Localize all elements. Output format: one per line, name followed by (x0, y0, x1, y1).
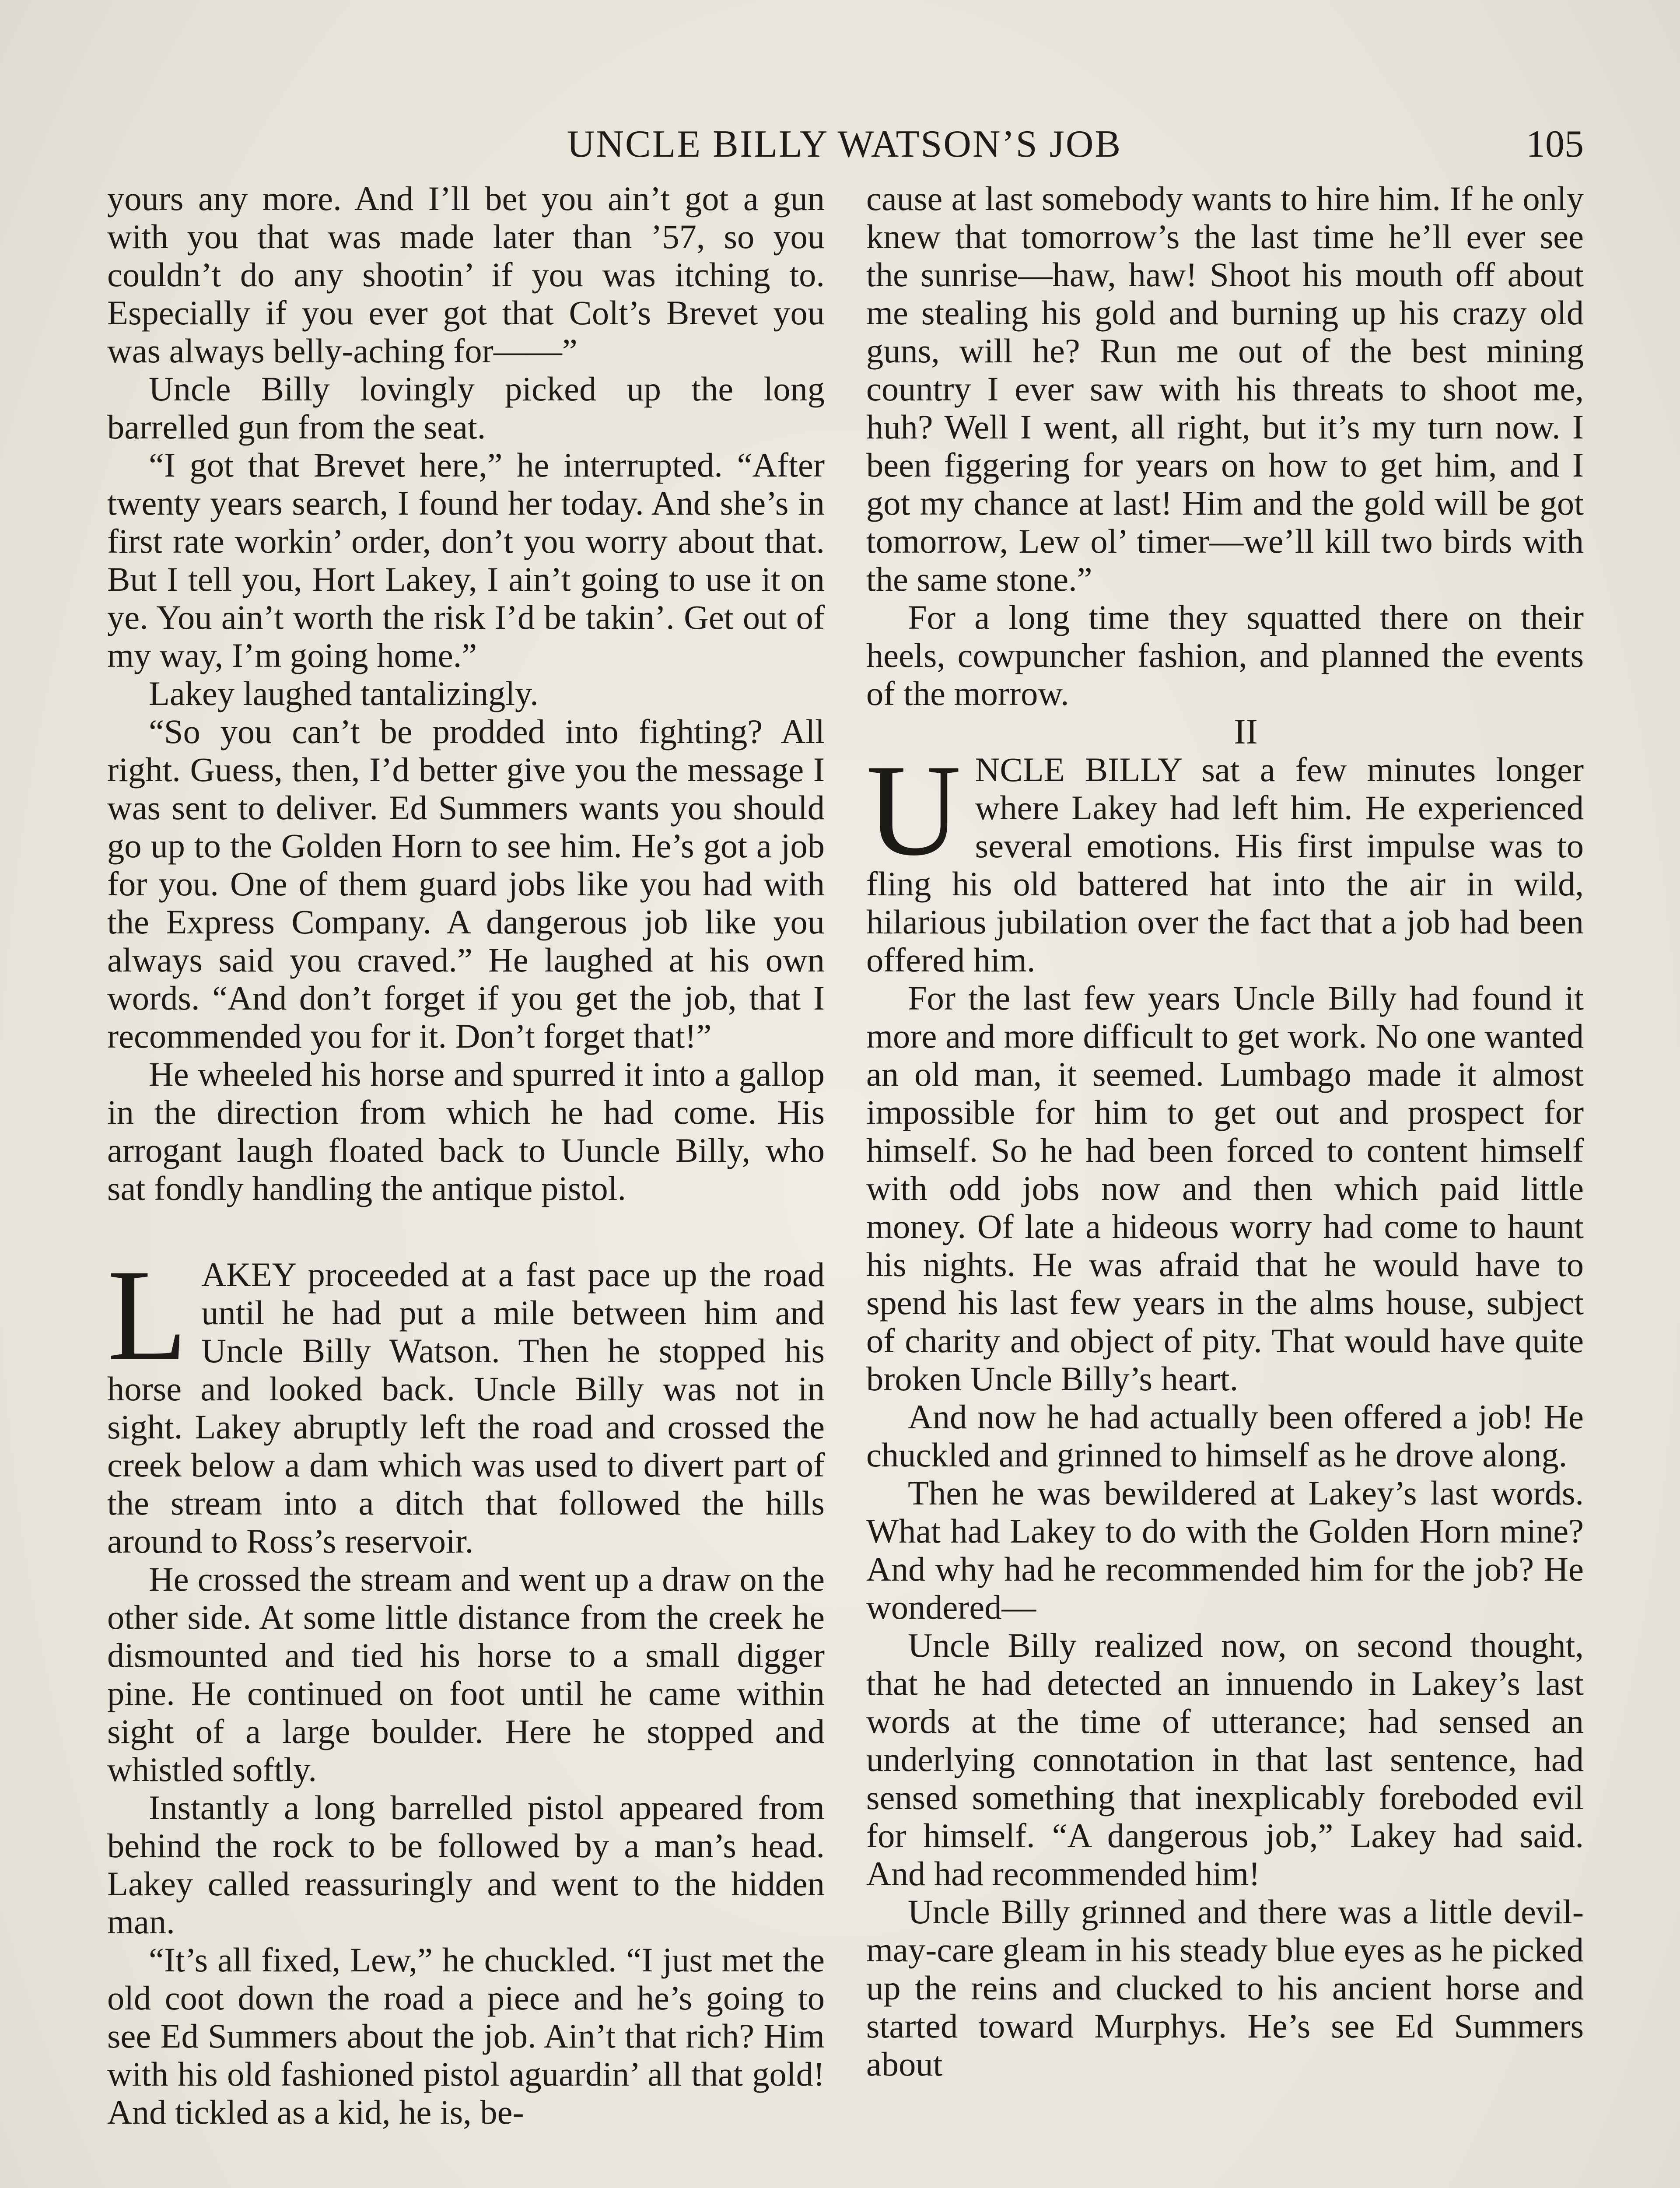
running-header (105, 118, 1584, 171)
drop-cap-l: L (107, 1242, 188, 1388)
section-number: II (1234, 712, 1258, 751)
paragraph: He wheeled his horse and spurred it into a gallop in the direction from which he had come. His arrogant laugh floated back to Uuncle Billy, who sat fondly handling the antique pistol. (107, 1055, 825, 1207)
paragraph: cause at last somebody wants to hire him. If he only knew that tomorrow’s the last time he’ll ever see the sunrise—haw, haw! Shoot his mouth off about me stealing his gold and burning up his crazy old guns, will he? Run me out of the best mining country I ever saw with his threats to shoot me, huh? Well I went, all right, but it’s my turn now. I been figgering for years on how to get him, and I got my chance at last! Him and the gold will be got tomorrow, Lew ol’ timer—we’ll kill two birds with the same stone.” (866, 179, 1584, 598)
paragraph: Instantly a long barrelled pistol appeared from behind the rock to be followed by a man’s head. Lakey called reassuringly and went to the hidden man. (107, 1788, 825, 1941)
page-number: 105 (1526, 123, 1584, 165)
paragraph: For a long time they squatted there on their heels, cowpuncher fashion, and planned the events of the morrow. (866, 598, 1584, 712)
paragraph: For the last few years Uncle Billy had found it more and more difficult to get work. No one wanted an old man, it seemed. Lumbago made it almost impossible for him to get out and prospect for himself. So he had been forced to content himself with odd jobs now and then which paid little money. Of late a hideous worry had come to haunt his nights. He was afraid that he would have to spend his last few years in the alms house, subject of charity and object of pity. That would have quite broken Uncle Billy’s heart. (866, 979, 1584, 1398)
paragraph: Then he was bewildered at Lakey’s last words. What had Lakey to do with the Golden Horn mine? And why had he recommended him for the job? He wondered— (866, 1474, 1584, 1626)
paragraph: Uncle Billy grinned and there was a little devil-may-care gleam in his steady blue eyes as he picked up the reins and clucked to his ancient horse and started toward Murphys. He’s see Ed Summers about (866, 1893, 1584, 2083)
paragraph-text: NCLE BILLY sat a few minutes longer where Lakey had left him. He experienced several emotions. His first impulse was to fling his old battered hat into the air in wild, hilarious jubilation over the fact that a job had been offered him. (866, 750, 1584, 979)
paragraph-text: AKEY proceeded at a fast pace up the road until he had put a mile between him and Uncle Billy Watson. Then he stopped his horse and looked back. Uncle Billy was not in sight. Lakey abruptly left the road and crossed the creek below a dam which was used to divert part of the stream into a ditch that followed the hills around to Ross’s reservoir. (107, 1255, 825, 1560)
right-column (866, 179, 1584, 2188)
paragraph: He crossed the stream and went up a draw on the other side. At some little distance from the creek he dismounted and tied his horse to a small digger pine. He continued on foot until he came within sight of a large boulder. Here he stopped and whistled softly. (107, 1560, 825, 1788)
paragraph: yours any more. And I’ll bet you ain’t got a gun with you that was made later than ’57, so you couldn’t do any shootin’ if you was itching to. Especially if you ever got that Colt’s Brevet you was always belly-aching for——” (107, 179, 825, 370)
paragraph: “So you can’t be prodded into fighting? All right. Guess, then, I’d better give you the message I was sent to deliver. Ed Summers wants you should go up to the Golden Horn to see him. He’s got a job for you. One of them guard jobs like you had with the Express Company. A dangerous job like you always said you craved.” He laughed at his own words. “And don’t forget if you get the job, that I recommended you for it. Don’t forget that!” (107, 712, 825, 1055)
paragraph: Lakey laughed tantalizingly. (149, 674, 539, 712)
paragraph: “It’s all fixed, Lew,” he chuckled. “I just met the old coot down the road a piece and he’s going to see Ed Summers about the job. Ain’t that rich? Him with his old fashioned pistol aguardin’ all that gold! And tickled as a kid, he is, be- (107, 1941, 825, 2131)
drop-cap-u: U (866, 737, 961, 883)
section-opening-paragraph (866, 737, 1584, 979)
paragraph: Uncle Billy realized now, on second thought, that he had detected an innuendo in Lakey’s last words at the time of utterance; had sensed an underlying connotation in that last sentence, had sensed something that inexplicably foreboded evil for himself. “A dangerous job,” Lakey had said. And had recommended him! (866, 1626, 1584, 1893)
section-opening-paragraph (107, 1242, 825, 1560)
left-column (107, 179, 825, 2188)
paragraph: And now he had actually been offered a job! He chuckled and grinned to himself as he drove along. (866, 1398, 1584, 1474)
running-title: UNCLE BILLY WATSON’S JOB (567, 123, 1122, 165)
paragraph: “I got that Brevet here,” he interrupted. “After twenty years search, I found her today. And she’s in first rate workin’ order, don’t you worry about that. But I tell you, Hort Lakey, I ain’t going to use it on ye. You ain’t worth the risk I’d be takin’. Get out of my way, I’m going home.” (107, 446, 825, 674)
paragraph: Uncle Billy lovingly picked up the long barrelled gun from the seat. (107, 370, 825, 446)
